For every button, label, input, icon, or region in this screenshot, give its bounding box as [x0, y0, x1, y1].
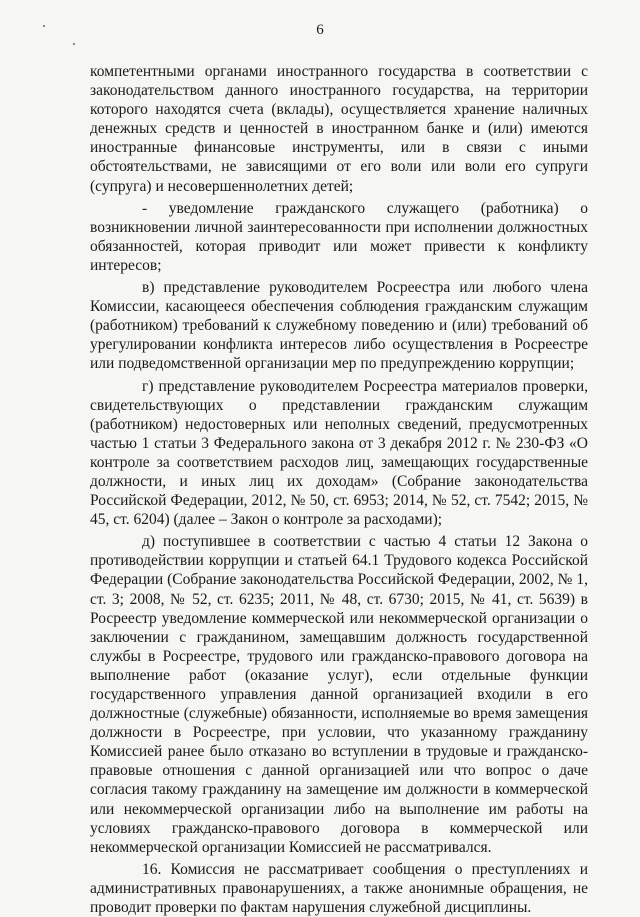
scan-speck — [73, 43, 75, 45]
paragraph-item-v: в) представление руководителем Росреестра или любого члена Комиссии, касающееся обеспечения соблюдения гражданским служащим (работником) требований к служебному поведению и (или) требований об урегулировании конфликта интересов либо осуществления в Росреестре или подведомственной организации мер по предупреждению коррупции; — [90, 279, 588, 373]
paragraph-foreign-accounts: компетентными органами иностранного государства в соответствии с законодательством данного иностранного государства, на территории которого находятся счета (вклады), осуществляется хранение наличных денежных средств и ценностей в иностранном банке и (или) имеются иностранные финансовые инструменты, или в связи с иными обстоятельствами, не зависящими от его воли или воли его супруги (супруга) и несовершеннолетних детей; — [90, 63, 588, 195]
paragraph-notification-interest: - уведомление гражданского служащего (работника) о возникновении личной заинтересованности при исполнении должностных обязанностей, которая приводит или может привести к конфликту интересов; — [90, 199, 588, 274]
paragraph-item-d: д) поступившее в соответствии с частью 4 статьи 12 Закона о противодействии коррупции и статьей 64.1 Трудового кодекса Российской Федерации (Собрание законодательства Российской Федерации, 2002, № 1, ст. 3; 2008, № 52, ст. 6235; 2011, № 48, ст. 6730; 2015, № 41, ст. 5639) в Росреестр уведомление коммерческой или некоммерческой организации о заключении с гражданином, замещавшим должность государственной службы в Росреестре, трудового или гражданско-правового договора на выполнение работ (оказание услуг), если отдельные функции государственного управления данной организацией входили в его должностные (служебные) обязанности, исполняемые во время замещения должности в Росреестре, при условии, что указанному гражданину Комиссией ранее было отказано во вступлении в трудовые и гражданско-правовые отношения с данной организацией или что вопрос о даче согласия такому гражданину на замещение им должности в коммерческой или некоммерческой организации либо на выполнение им работы на условиях гражданско-правового договора в коммерческой или некоммерческой организации Комиссией не рассматривался. — [90, 533, 588, 856]
page-number: 6 — [316, 22, 324, 38]
document-body — [90, 62, 588, 917]
paragraph-item-16: 16. Комиссия не рассматривает сообщения о преступлениях и административных правонарушениях, а также анонимные обращения, не проводит проверки по фактам нарушения служебной дисциплины. — [90, 860, 588, 917]
paragraph-item-g: г) представление руководителем Росреестра материалов проверки, свидетельствующих о представлении гражданским служащим (работником) недостоверных или неполных сведений, предусмотренных частью 1 статьи 3 Федерального закона от 3 декабря 2012 г. № 230-ФЗ «О контроле за соответствием расходов лиц, замещающих государственные должности, и иных лиц их доходам» (Собрание законодательства Российской Федерации, 2012, № 50, ст. 6953; 2014, № 52, ст. 7542; 2015, № 45, ст. 6204) (далее – Закон о контроле за расходами); — [90, 377, 588, 529]
